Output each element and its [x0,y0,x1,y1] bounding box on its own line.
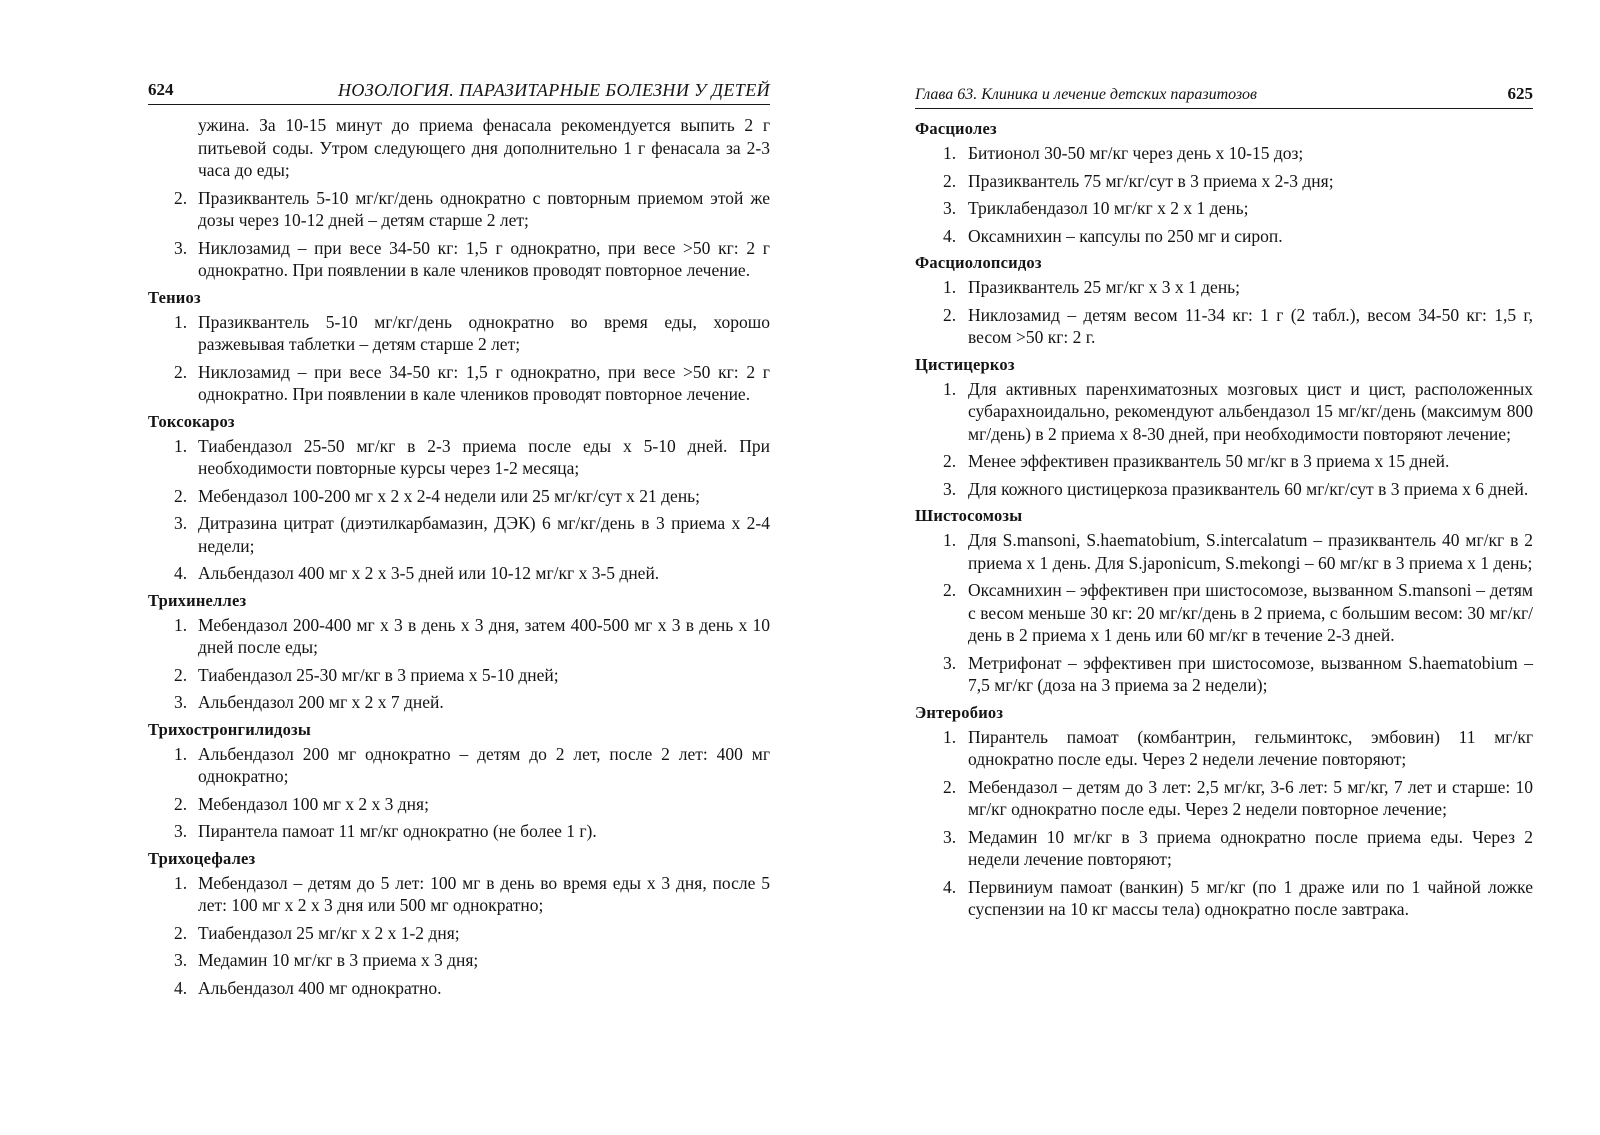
list-item: 1. Для S.mansoni, S.haematobium, S.intercalatum – празиквантель 40 мг/кг в 2 приема х 1 день. Для S.japonicum, S.mekongi – 60 мг/кг в 3 приема х 1 день; [943,530,1533,573]
running-head [148,80,770,105]
page-number: 625 [1507,84,1533,103]
section-title: Трихинеллез [148,590,247,610]
section-list [915,726,1533,921]
list-item: 3. Пирантела памоат 11 мг/кг однократно (не более 1 г). [174,821,597,841]
continuation-text: ужина. За 10-15 минут до приема фенасала рекомендуется выпить 2 г питьевой соды. Утром следующего дня дополнительно 1 г фенасала за 2-3 часа до еды; [198,115,770,180]
page-number: 624 [148,80,174,99]
section-list [915,378,1533,501]
list-item: 1. Празиквантель 5-10 мг/кг/день однократно во время еды, хорошо разжевывая таблетки – детям старше 2 лет; [174,311,770,354]
section-title: Трихоцефалез [148,848,256,868]
list-item: 3. Метрифонат – эффективен при шистосомозе, вызванном S.haematobium – 7,5 мг/кг (доза на 3 приема за 2 недели); [943,652,1533,695]
section-list [148,872,770,1000]
list-item: 1. Битионол 30-50 мг/кг через день х 10-15 доз; [943,143,1304,163]
list-item: 3. Дитразина цитрат (диэтилкарбамазин, ДЭК) 6 мг/кг/день в 3 приема х 2-4 недели; [174,513,770,556]
section-list [148,311,770,406]
section-title: Фасциолез [915,119,997,138]
list-item: 4. Альбендазол 400 мг однократно. [174,977,442,998]
section-title: Цистицеркоз [915,354,1015,374]
section-list [148,614,770,714]
section-title: Шистосомозы [915,506,1023,525]
list-item: 2. Оксамнихин – эффективен при шистосомозе, вызванном S.mansoni – детям с весом меньше 30 кг: 20 мг/кг/день в 2 приема, с большим весом: 30 мг/кг/день в 2 приема х 1 день или 60 мг/кг в течение 2-3 дней. [943,580,1533,645]
section-list [915,276,1533,349]
continuation-list [148,187,770,282]
list-item: 2. Мебендазол 100-200 мг х 2 х 2-4 недели или 25 мг/кг/сут х 21 день; [174,485,701,506]
list-item: 1. Альбендазол 200 мг однократно – детям до 2 лет, после 2 лет: 400 мг однократно; [174,743,770,786]
section-list [915,529,1533,697]
list-item: 2. Никлозамид – детям весом 11-34 кг: 1 г (2 табл.), весом 34-50 кг: 1,5 г, весом >50 кг: 2 г. [943,304,1533,347]
list-item: 3. Никлозамид – при весе 34-50 кг: 1,5 г однократно, при весе >50 кг: 2 г однократно. При появлении в кале члеников проводят повторное лечение. [174,237,770,280]
section-title: Трихостронгилидозы [148,719,311,739]
list-item: 1. Тиабендазол 25-50 мг/кг в 2-3 приема после еды х 5-10 дней. При необходимости повторные курсы через 1-2 месяца; [174,435,770,478]
list-item: 2. Мебендазол 100 мг х 2 х 3 дня; [174,793,429,814]
section-title: Фасциолопсидоз [915,253,1042,272]
list-item: 1. Для активных паренхиматозных мозговых цист и цист, расположенных субарахноидально, рекомендуют альбендазол 15 мг/кг/день (максимум 800 мг/день) в 2 приема х 8-30 дней, при необходимости повторяют лечение; [943,378,1533,444]
list-item: 2. Празиквантель 75 мг/кг/сут в 3 приема х 2-3 дня; [943,170,1334,191]
list-item: 2. Празиквантель 5-10 мг/кг/день однократно с повторным приемом этой же дозы через 10-12 дней – детям старше 2 лет; [174,187,770,230]
list-item: 2. Мебендазол – детям до 3 лет: 2,5 мг/кг, 3-6 лет: 5 мг/кг, 7 лет и старше: 10 мг/кг однократно после еды. Через 2 недели повторное лечение; [943,776,1533,819]
list-item: 3. Медамин 10 мг/кг в 3 приема х 3 дня; [174,950,479,970]
list-item: 3. Триклабендазол 10 мг/кг х 2 х 1 день; [943,198,1249,218]
list-item: 3. Для кожного цистицеркоза празиквантель 60 мг/кг/сут в 3 приема х 6 дней. [943,478,1529,499]
list-item: 2. Никлозамид – при весе 34-50 кг: 1,5 г однократно, при весе >50 кг: 2 г однократно. При появлении в кале члеников проводят повторное лечение. [174,361,770,404]
list-item: 1. Пирантель памоат (комбантрин, гельминтокс, эмбовин) 11 мг/кг однократно после еды. Через 2 недели лечение повторяют; [943,726,1533,769]
section-list [148,435,770,585]
section-list [148,743,770,843]
list-item: 1. Мебендазол 200-400 мг х 3 в день х 3 дня, затем 400-500 мг х 3 в день х 10 дней после еды; [174,614,770,657]
section-title: Токсокароз [148,411,235,431]
right-page [915,0,1533,926]
list-item: 4. Альбендазол 400 мг х 2 х 3-5 дней или 10-12 мг/кг х 3-5 дней. [174,563,660,583]
list-item: 1. Празиквантель 25 мг/кг х 3 х 1 день; [943,277,1241,297]
running-title: НОЗОЛОГИЯ. ПАРАЗИТАРНЫЕ БОЛЕЗНИ У ДЕТЕЙ [337,80,770,100]
left-page [148,0,770,1004]
list-item: 3. Медамин 10 мг/кг в 3 приема однократно после приема еды. Через 2 недели лечение повторяют; [943,826,1533,869]
section-list [915,142,1533,247]
running-head [915,84,1533,109]
list-item: 1. Мебендазол – детям до 5 лет: 100 мг в день во время еды х 3 дня, после 5 лет: 100 мг х 2 х 3 дня или 500 мг однократно; [174,872,770,915]
list-item: 2. Тиабендазол 25-30 мг/кг в 3 приема х 5-10 дней; [174,664,559,685]
list-item: 4. Оксамнихин – капсулы по 250 мг и сироп. [943,225,1283,246]
list-item: 4. Первиниум памоат (ванкин) 5 мг/кг (по 1 драже или по 1 чайной ложке суспензии на 10 кг массы тела) однократно после завтрака. [943,876,1533,919]
list-item: 2. Тиабендазол 25 мг/кг х 2 х 1-2 дня; [174,922,460,943]
list-item: 3. Альбендазол 200 мг х 2 х 7 дней. [174,692,444,712]
section-title: Энтеробиоз [915,702,1004,722]
section-title: Тениоз [148,287,201,307]
list-item: 2. Менее эффективен празиквантель 50 мг/кг в 3 приема х 15 дней. [943,451,1450,471]
running-title: Глава 63. Клиника и лечение детских паразитозов [915,86,1257,103]
